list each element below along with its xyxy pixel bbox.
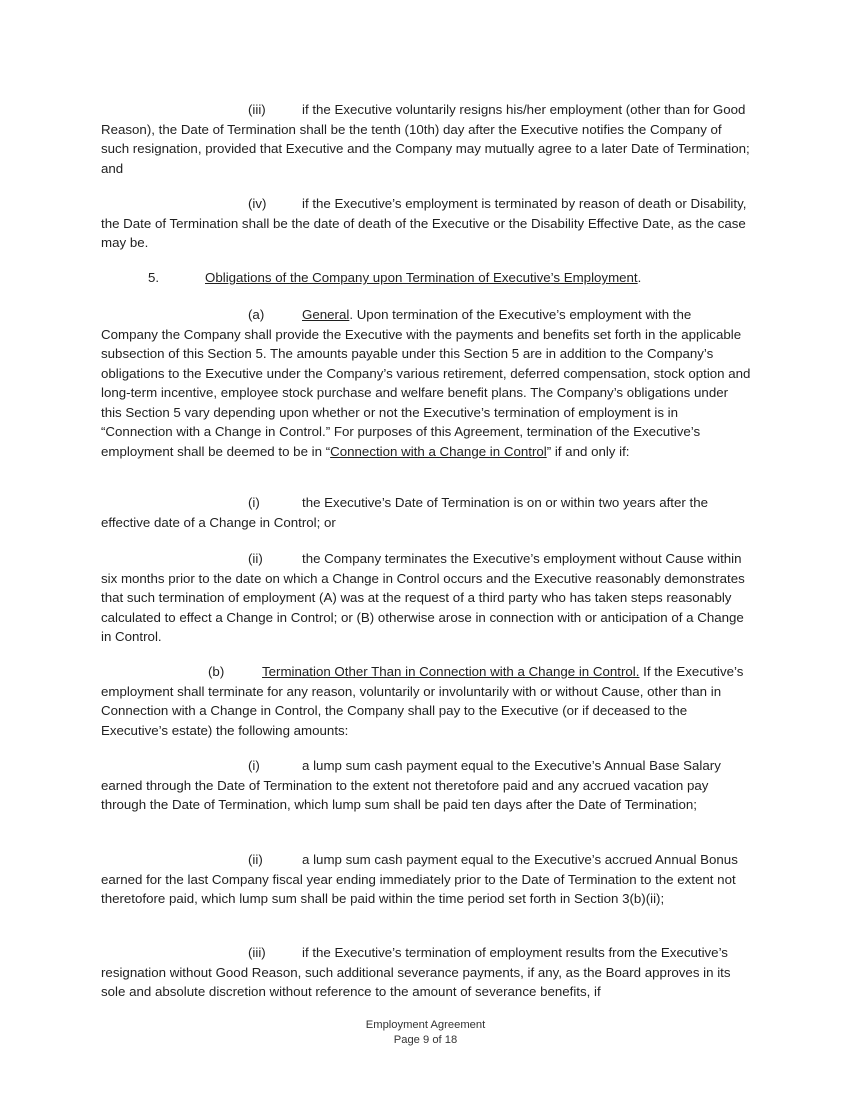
section-heading (148, 268, 641, 288)
section-title: Obligations of the Company upon Termination of Executive’s Employment (205, 270, 638, 285)
section-title-period: . (637, 270, 642, 285)
item-number: (i) (248, 758, 260, 773)
item-number: (ii) (248, 852, 263, 867)
page-number: Page 9 of 18 (393, 1034, 458, 1046)
paragraph-b-ii (101, 850, 751, 909)
item-text: the Executive’s Date of Termination is on or within two years after the effective date of a Change in Control; or (101, 495, 709, 530)
footer-title: Employment Agreement (365, 1019, 486, 1031)
item-text: if the Executive’s employment is terminated by reason of death or Disability, the Date of Termination shall be the date of death of the Executive or the Disability Effective Date, as the case may be. (101, 196, 747, 250)
paragraph-a-ii (101, 549, 751, 647)
paragraph-b-heading: Termination Other Than in Connection with a Change in Control. (262, 664, 640, 679)
paragraph-a-i (101, 493, 751, 532)
item-number: (ii) (248, 551, 263, 566)
paragraph-b-i (101, 756, 751, 815)
item-number: (a) (248, 307, 265, 322)
item-text: If the Executive’s employment shall terminate for any reason, voluntarily or involuntarily with or without Cause, other than in Connection with a Change in Control, the Company shall pay to the Executive (or if deceased to the Executive’s estate) the following amounts: (101, 664, 744, 738)
item-number: (b) (208, 664, 225, 679)
item-number: (iv) (248, 196, 267, 211)
item-text: the Company terminates the Executive’s employment without Cause within six months prior to the date on which a Change in Control occurs and the Executive reasonably demonstrates that such termination of employment (A) was at the request of a third party who has taken steps reasonably calculated to effect a Change in Control; or (B) otherwise arose in connection with or anticipation of a Change in Control. (101, 551, 745, 644)
item-text-end: ” if and only if: (546, 443, 630, 459)
item-number: (i) (248, 495, 260, 510)
paragraph-iii (101, 100, 751, 178)
paragraph-iv (101, 194, 751, 253)
paragraph-b-iii (101, 943, 751, 1002)
page-footer (0, 1018, 851, 1048)
paragraph-a-general (101, 305, 751, 461)
item-text: . Upon termination of the Executive’s employment with the Company the Company shall provide the Executive with the payments and benefits set forth in the applicable subsection of this Section 5. The amounts payable under this Section 5 are in addition to the Company’s obligations to the Executive under the Company’s various retirement, deferred compensation, stock option and long-term incentive, employee stock purchase and welfare benefit plans. The Company’s obligations under this Section 5 vary depending upon whether or not the Executive’s termination of employment is in “Connection with a Change in Control.” For purposes of this Agreement, termination of the Executive’s employment shall be deemed to be in “ (101, 307, 751, 459)
paragraph-b (101, 662, 751, 740)
defined-term: Connection with a Change in Control (330, 443, 547, 459)
item-number: (iii) (248, 945, 266, 960)
section-number: 5. (148, 270, 160, 285)
item-number: (iii) (248, 102, 266, 117)
item-text: a lump sum cash payment equal to the Executive’s Annual Base Salary earned through the Date of Termination to the extent not theretofore paid and any accrued vacation pay through the Date of Termination, which lump sum shall be paid ten days after the Date of Termination; (101, 758, 721, 812)
general-heading: General (302, 307, 350, 322)
item-text: if the Executive’s termination of employment results from the Executive’s resignation without Good Reason, such additional severance payments, if any, as the Board approves in its sole and absolute discretion without reference to the amount of severance benefits, if (101, 945, 731, 999)
item-text: a lump sum cash payment equal to the Executive’s accrued Annual Bonus earned for the last Company fiscal year ending immediately prior to the Date of Termination to the extent not theretofore paid, which lump sum shall be paid within the time period set forth in Section 3(b)(ii); (101, 852, 738, 906)
item-text: if the Executive voluntarily resigns his/her employment (other than for Good Reason), the Date of Termination shall be the tenth (10th) day after the Executive notifies the Company of such resignation, provided that Executive and the Company may mutually agree to a later Date of Termination; and (101, 102, 750, 176)
